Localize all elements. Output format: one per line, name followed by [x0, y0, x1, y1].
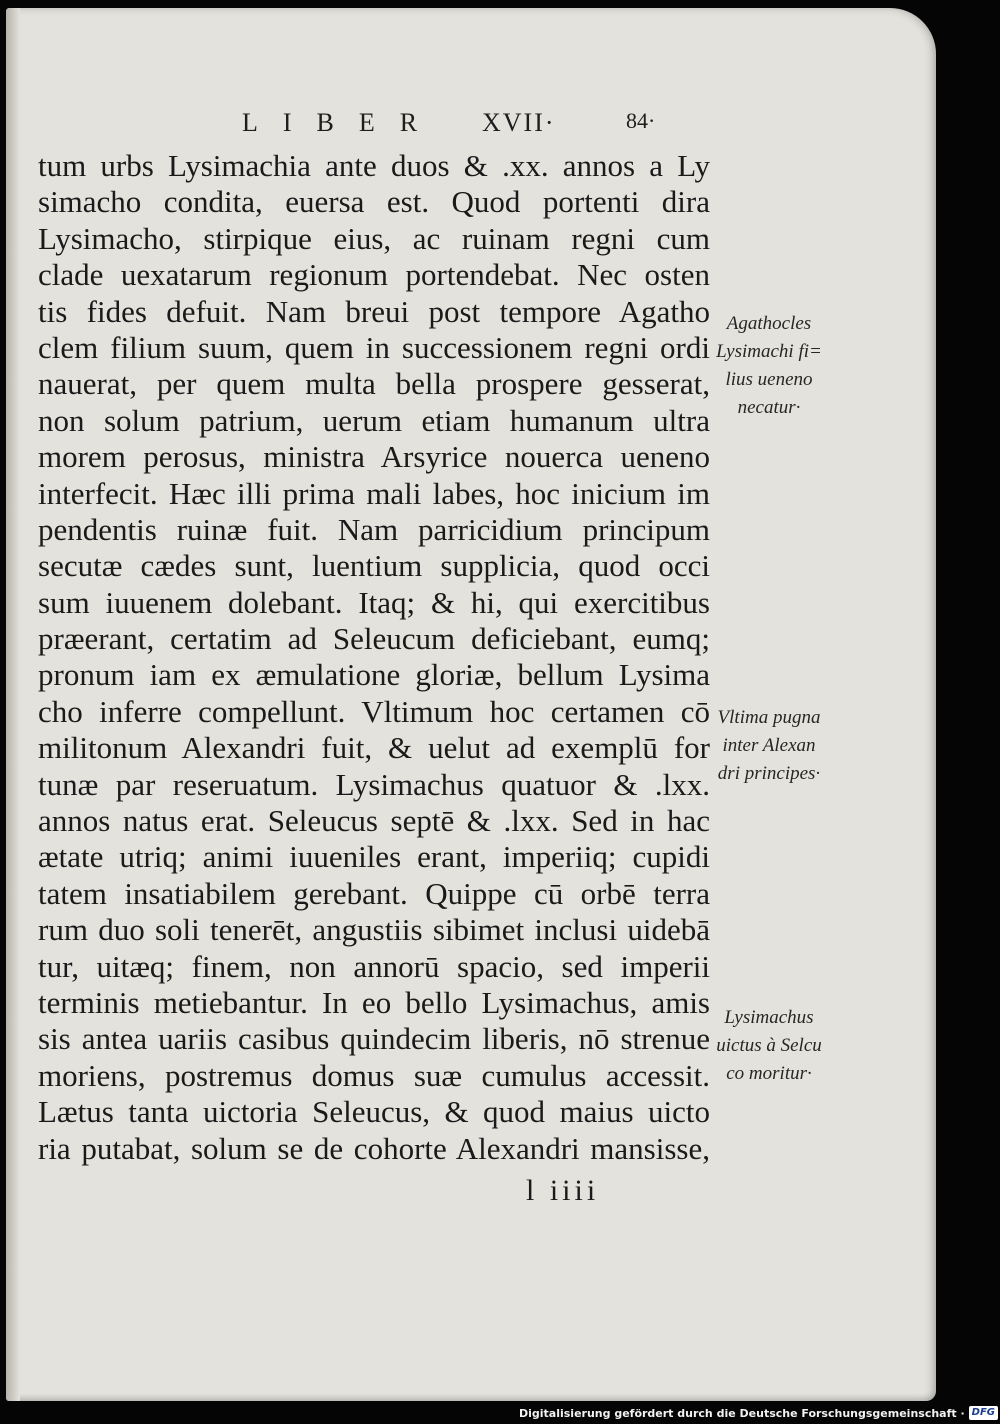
margin-note-line: Agathocles — [726, 313, 812, 334]
text-line: sum iuuenem dolebant. Itaq; & hi, qui exercitibus — [38, 584, 710, 620]
margin-note-line: co moritur· — [726, 1063, 812, 1084]
page-gutter — [6, 8, 20, 1401]
text-line: cho inferre compellunt. Vltimum hoc certamen cō — [38, 693, 710, 729]
margin-note-ultima-pugna — [694, 704, 844, 788]
text-line: secutæ cædes sunt, luentium supplicia, quod occi — [38, 548, 710, 584]
text-line: morem perosus, ministra Arsyrice nouerca ueneno — [38, 439, 710, 475]
text-line: annos natus erat. Seleucus septē & .lxx. Sed in hac — [38, 803, 710, 839]
running-head-number: XVII· — [482, 108, 556, 137]
text-line: interfecit. Hæc illi prima mali labes, hoc inicium im — [38, 475, 710, 511]
margin-note-line: inter Alexan — [722, 735, 816, 756]
running-head — [6, 108, 936, 142]
text-line: ætate utriq; animi iuueniles erant, imperiiq; cupidi — [38, 839, 710, 875]
margin-note-agathocles — [694, 310, 844, 422]
book-page — [6, 8, 936, 1401]
text-line: non solum patrium, uerum etiam humanum ultra — [38, 402, 710, 438]
margin-note-line: uictus à Selcu — [716, 1035, 822, 1056]
margin-note-line: necatur· — [737, 397, 801, 418]
text-line: clem filium suum, quem in successionem regni ordi — [38, 329, 710, 365]
text-line: simacho condita, euersa est. Quod portenti dira — [38, 184, 710, 220]
running-head-book: LIBER — [242, 108, 443, 137]
margin-note-line: Vltima pugna — [717, 707, 821, 728]
dfg-logo: DFG — [969, 1406, 998, 1420]
text-line: pronum iam ex æmulatione gloriæ, bellum Lysima — [38, 657, 710, 693]
margin-note-line: Lysimachus — [724, 1007, 814, 1028]
text-line: clade uexatarum regionum portendebat. Nec osten — [38, 257, 710, 293]
funding-credit: Digitalisierung gefördert durch die Deutsche Forschungsgemeinschaft · — [518, 1406, 965, 1420]
text-line: tunæ par reseruatum. Lysimachus quatuor & .lxx. — [38, 766, 710, 802]
text-line: Lætus tanta uictoria Seleucus, & quod maius uicto — [38, 1094, 710, 1130]
text-line: tur, uitæq; finem, non annorū spacio, sed imperii — [38, 948, 710, 984]
text-line: ria putabat, solum se de cohorte Alexandri mansisse, — [38, 1130, 710, 1166]
body-text — [38, 148, 710, 1167]
text-line: tis fides defuit. Nam breui post tempore Agatho — [38, 293, 710, 329]
text-line: tatem insatiabilem gerebant. Quippe cū orbē terra — [38, 875, 710, 911]
text-line: nauerat, per quem multa bella prospere gesserat, — [38, 366, 710, 402]
margin-note-line: lius ueneno — [725, 369, 813, 390]
text-line: Lysimacho, stirpique eius, ac ruinam regni cum — [38, 220, 710, 256]
digitization-footer — [519, 1405, 998, 1421]
text-line: pendentis ruinæ fuit. Nam parricidium principum — [38, 511, 710, 547]
text-line: præerant, certatim ad Seleucum deficiebant, eumq; — [38, 621, 710, 657]
margin-note-line: dri principes· — [717, 763, 821, 784]
text-line: tum urbs Lysimachia ante duos & .xx. annos a Ly — [38, 148, 710, 183]
text-line: rum duo soli tenerēt, angustiis sibimet inclusi uidebā — [38, 912, 710, 948]
margin-note-line: Lysimachi fi= — [716, 341, 822, 362]
text-line: terminis metiebantur. In eo bello Lysimachus, amis — [38, 984, 710, 1020]
margin-note-lysimachus — [694, 1004, 844, 1088]
signature-mark: l iiii — [526, 1174, 600, 1207]
text-line: militonum Alexandri fuit, & uelut ad exemplū for — [38, 730, 710, 766]
folio-number: 84· — [626, 108, 656, 133]
text-line: sis antea uariis casibus quindecim liberis, nō strenue — [38, 1021, 710, 1057]
text-line: moriens, postremus domus suæ cumulus accessit. — [38, 1057, 710, 1093]
